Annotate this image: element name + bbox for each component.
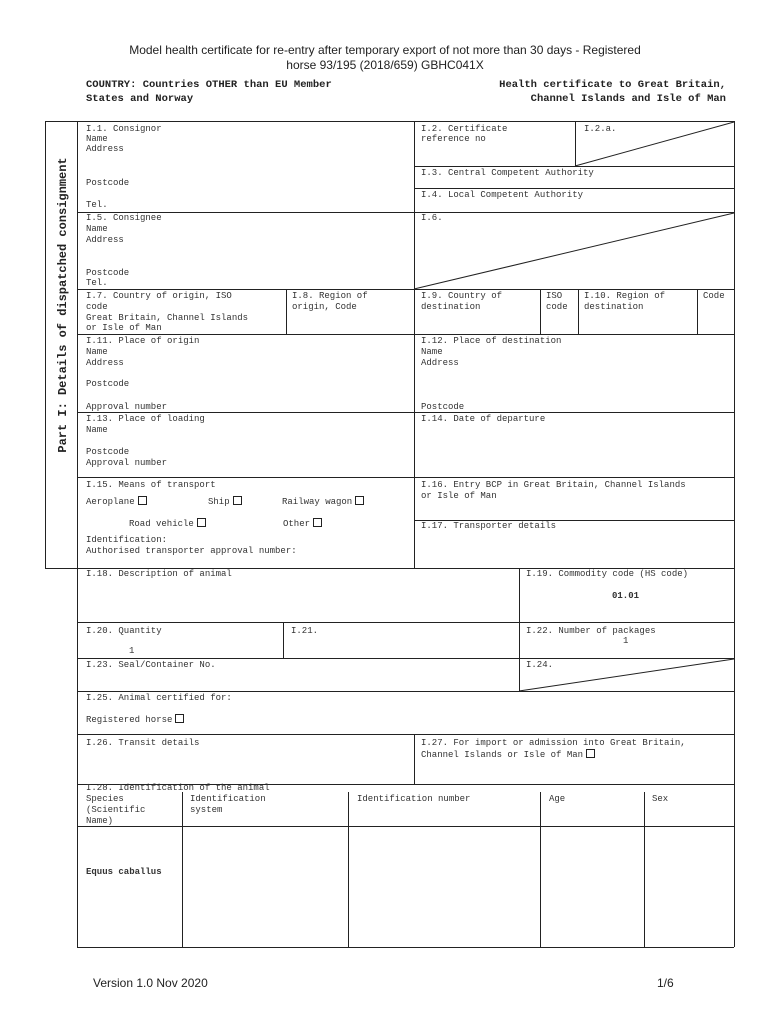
i13-postcode-label: Postcode bbox=[86, 447, 130, 457]
i2a-label: I.2.a. bbox=[584, 124, 617, 134]
col-age: Age bbox=[549, 794, 566, 804]
i4-label: I.4. Local Competent Authority bbox=[421, 190, 584, 200]
authorised-transporter-label: Authorised transporter approval number: bbox=[86, 546, 297, 556]
aeroplane-checkbox[interactable] bbox=[138, 496, 147, 505]
i1-title: I.1. Consignor bbox=[86, 124, 162, 134]
col-species-1: Species bbox=[86, 794, 124, 804]
aeroplane-label: Aeroplane bbox=[86, 497, 135, 507]
other-option bbox=[283, 518, 322, 530]
cert-line-2: Channel Islands and Isle of Man bbox=[530, 93, 726, 105]
col-sex: Sex bbox=[652, 794, 669, 804]
commodity-code-value: 01.01 bbox=[612, 591, 640, 601]
i9-iso-code-label: code bbox=[546, 302, 568, 312]
ship-option bbox=[208, 496, 242, 508]
i5-name-label: Name bbox=[86, 224, 108, 234]
i14-label: I.14. Date of departure bbox=[421, 414, 546, 424]
i7-value-1: Great Britain, Channel Islands bbox=[86, 313, 249, 323]
i26-label: I.26. Transit details bbox=[86, 738, 200, 748]
i11-approval-label: Approval number bbox=[86, 402, 168, 412]
i5-address-label: Address bbox=[86, 235, 124, 245]
i1-name-label: Name bbox=[86, 134, 108, 144]
i13-approval-label: Approval number bbox=[86, 458, 168, 468]
railway-option bbox=[282, 496, 364, 508]
i13-title: I.13. Place of loading bbox=[86, 414, 205, 424]
i12-postcode-label: Postcode bbox=[421, 402, 465, 412]
road-vehicle-option bbox=[129, 518, 206, 530]
title-line-2: horse 93/195 (2018/659) GBHC041X bbox=[286, 58, 484, 72]
i16-line-2: or Isle of Man bbox=[421, 491, 497, 501]
country-line-1: COUNTRY: Countries OTHER than EU Member bbox=[86, 79, 332, 91]
railway-checkbox[interactable] bbox=[355, 496, 364, 505]
i27-line-1: I.27. For import or admission into Great Britain, bbox=[421, 738, 686, 748]
ship-label: Ship bbox=[208, 497, 230, 507]
i13-name-label: Name bbox=[86, 425, 108, 435]
packages-value: 1 bbox=[623, 636, 629, 646]
i15-title: I.15. Means of transport bbox=[86, 480, 216, 490]
i5-tel-label: Tel. bbox=[86, 278, 108, 288]
i27-option bbox=[421, 749, 595, 761]
country-line-2: States and Norway bbox=[86, 93, 194, 105]
road-vehicle-label: Road vehicle bbox=[129, 519, 194, 529]
species-value: Equus caballus bbox=[86, 867, 162, 877]
i10-code-label: Code bbox=[703, 291, 725, 301]
i6-label: I.6. bbox=[421, 213, 443, 223]
col-system-1: Identification bbox=[190, 794, 266, 804]
footer-version: Version 1.0 Nov 2020 bbox=[93, 976, 208, 990]
registered-horse-label: Registered horse bbox=[86, 715, 173, 725]
other-label: Other bbox=[283, 519, 311, 529]
i25-title: I.25. Animal certified for: bbox=[86, 693, 232, 703]
i11-title: I.11. Place of origin bbox=[86, 336, 200, 346]
col-species-2: (Scientific bbox=[86, 805, 146, 815]
aeroplane-option bbox=[86, 496, 147, 508]
part-label-text: Part I: Details of dispatched consignment bbox=[56, 157, 70, 453]
i21-label: I.21. bbox=[291, 626, 319, 636]
i11-address-label: Address bbox=[86, 358, 124, 368]
i3-label: I.3. Central Competent Authority bbox=[421, 168, 594, 178]
i12-address-label: Address bbox=[421, 358, 459, 368]
i20-title: I.20. Quantity bbox=[86, 626, 162, 636]
i7-title: I.7. Country of origin, ISO bbox=[86, 291, 232, 301]
road-vehicle-checkbox[interactable] bbox=[197, 518, 206, 527]
i22-title: I.22. Number of packages bbox=[526, 626, 656, 636]
i27-line-2: Channel Islands or Isle of Man bbox=[421, 750, 584, 760]
i9-title-2: destination bbox=[421, 302, 481, 312]
quantity-value: 1 bbox=[129, 646, 135, 656]
i11-name-label: Name bbox=[86, 347, 108, 357]
col-system-2: system bbox=[190, 805, 223, 815]
i7-value-2: or Isle of Man bbox=[86, 323, 162, 333]
i27-checkbox[interactable] bbox=[586, 749, 595, 758]
i24-label: I.24. bbox=[526, 660, 554, 670]
i23-label: I.23. Seal/Container No. bbox=[86, 660, 216, 670]
i5-title: I.5. Consignee bbox=[86, 213, 162, 223]
i9-title: I.9. Country of bbox=[421, 291, 503, 301]
ship-checkbox[interactable] bbox=[233, 496, 242, 505]
col-species-3: Name) bbox=[86, 816, 114, 826]
i9-iso-label: ISO bbox=[546, 291, 563, 301]
i12-name-label: Name bbox=[421, 347, 443, 357]
i8-title: I.8. Region of bbox=[292, 291, 368, 301]
title-line-1: Model health certificate for re-entry after temporary export of not more than 30 days - Registered bbox=[129, 43, 641, 57]
cert-line-1: Health certificate to Great Britain, bbox=[499, 79, 726, 91]
i2-title-2: reference no bbox=[421, 134, 486, 144]
i18-label: I.18. Description of animal bbox=[86, 569, 232, 579]
railway-label: Railway wagon bbox=[282, 497, 353, 507]
i1-postcode-label: Postcode bbox=[86, 178, 130, 188]
i10-title-2: destination bbox=[584, 302, 644, 312]
i8-title-2: origin, Code bbox=[292, 302, 357, 312]
i10-title: I.10. Region of bbox=[584, 291, 666, 301]
i11-postcode-label: Postcode bbox=[86, 379, 130, 389]
col-number: Identification number bbox=[357, 794, 471, 804]
other-checkbox[interactable] bbox=[313, 518, 322, 527]
i7-code-label: code bbox=[86, 302, 108, 312]
i2-title: I.2. Certificate bbox=[421, 124, 508, 134]
i17-label: I.17. Transporter details bbox=[421, 521, 557, 531]
i19-title: I.19. Commodity code (HS code) bbox=[526, 569, 689, 579]
registered-horse-option bbox=[86, 714, 184, 726]
i5-postcode-label: Postcode bbox=[86, 268, 130, 278]
identification-label: Identification: bbox=[86, 535, 168, 545]
i28-title: I.28. Identification of the animal bbox=[86, 783, 270, 793]
i1-tel-label: Tel. bbox=[86, 200, 108, 210]
footer-page-number: 1/6 bbox=[657, 976, 674, 990]
registered-horse-checkbox[interactable] bbox=[175, 714, 184, 723]
i16-line-1: I.16. Entry BCP in Great Britain, Channel Islands bbox=[421, 480, 686, 490]
i1-address-label: Address bbox=[86, 144, 124, 154]
i12-title: I.12. Place of destination bbox=[421, 336, 562, 346]
